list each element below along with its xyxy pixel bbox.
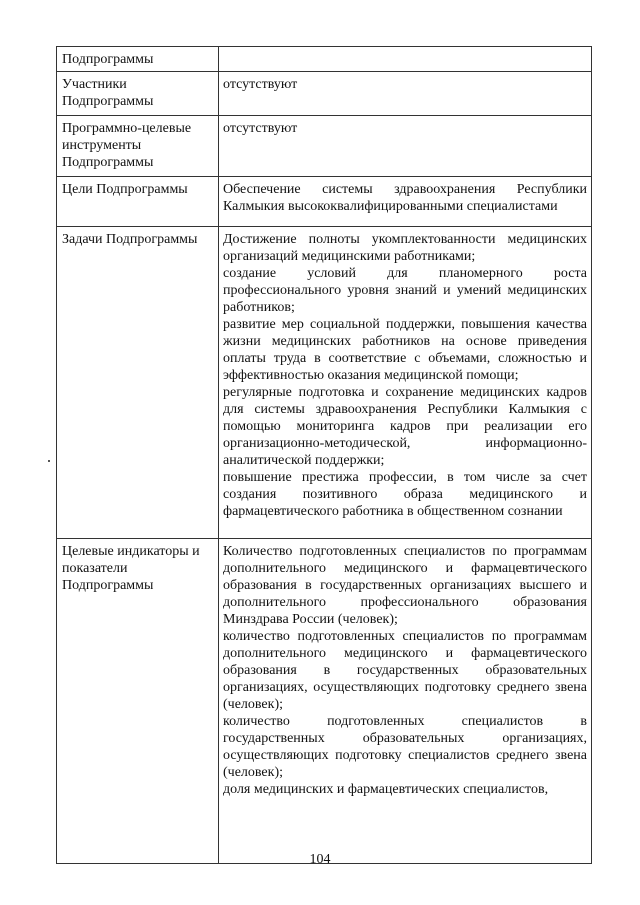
- row-label: Участники Подпрограммы: [57, 72, 219, 116]
- task-item: регулярные подготовка и сохранение медицинских кадров для системы здравоохранения Республики Калмыкия с помощью мониторинга кадров при реализации его организационно-методической, информационно-аналитической поддержки;: [223, 385, 587, 468]
- row-label: Программно-целевые инструменты Подпрограммы: [57, 116, 219, 177]
- indicator-item: доля медицинских и фармацевтических специалистов,: [223, 782, 549, 797]
- row-label: Целевые индикаторы и показатели Подпрограммы: [57, 539, 219, 864]
- task-item: создание условий для планомерного роста профессионального уровня знаний и умений медицинских работников;: [223, 266, 587, 315]
- page-number: 104: [309, 852, 331, 867]
- table-row: [57, 72, 592, 116]
- row-value: отсутствуют: [219, 72, 592, 116]
- table-row: [57, 227, 592, 539]
- task-item: повышение престижа профессии, в том числе за счет создания позитивного образа медицинского и фармацевтического работника в общественном сознании: [223, 470, 587, 519]
- row-value: [219, 47, 592, 72]
- task-item: развитие мер социальной поддержки, повышения качества жизни медицинских работников на основе приведения оплаты труда в соответствие с объемами, сложностью и эффективностью оказания медицинской помощи;: [223, 317, 587, 383]
- indicator-item: количество подготовленных специалистов в государственных образовательных организациях, осуществляющих подготовку специалистов среднего звена (человек);: [223, 714, 587, 780]
- task-item: Достижение полноты укомплектованности медицинских организаций медицинскими работниками;: [223, 232, 587, 264]
- row-label: Задачи Подпрограммы: [57, 227, 219, 539]
- row-value: [219, 227, 592, 539]
- indicator-item: Количество подготовленных специалистов по программам дополнительного медицинского и фармацевтического образования в государственных организациях высшего и дополнительного профессионального образования Минздрава России (человек);: [223, 544, 587, 627]
- row-value: [219, 539, 592, 864]
- indicator-item: количество подготовленных специалистов по программам дополнительного медицинского и фармацевтического образования в государственных образовательных организациях, осуществляющих подготовку среднего звена (человек);: [223, 629, 587, 712]
- margin-mark: [48, 460, 50, 462]
- row-value: отсутствуют: [219, 116, 592, 177]
- subprogram-passport-table: [56, 46, 592, 864]
- row-value: Обеспечение системы здравоохранения Республики Калмыкия высококвалифицированными специалистами: [219, 177, 592, 227]
- row-label: Подпрограммы: [57, 47, 219, 72]
- table-row: [57, 539, 592, 864]
- table-row: [57, 47, 592, 72]
- table-row: [57, 116, 592, 177]
- table-row: [57, 177, 592, 227]
- row-label: Цели Подпрограммы: [57, 177, 219, 227]
